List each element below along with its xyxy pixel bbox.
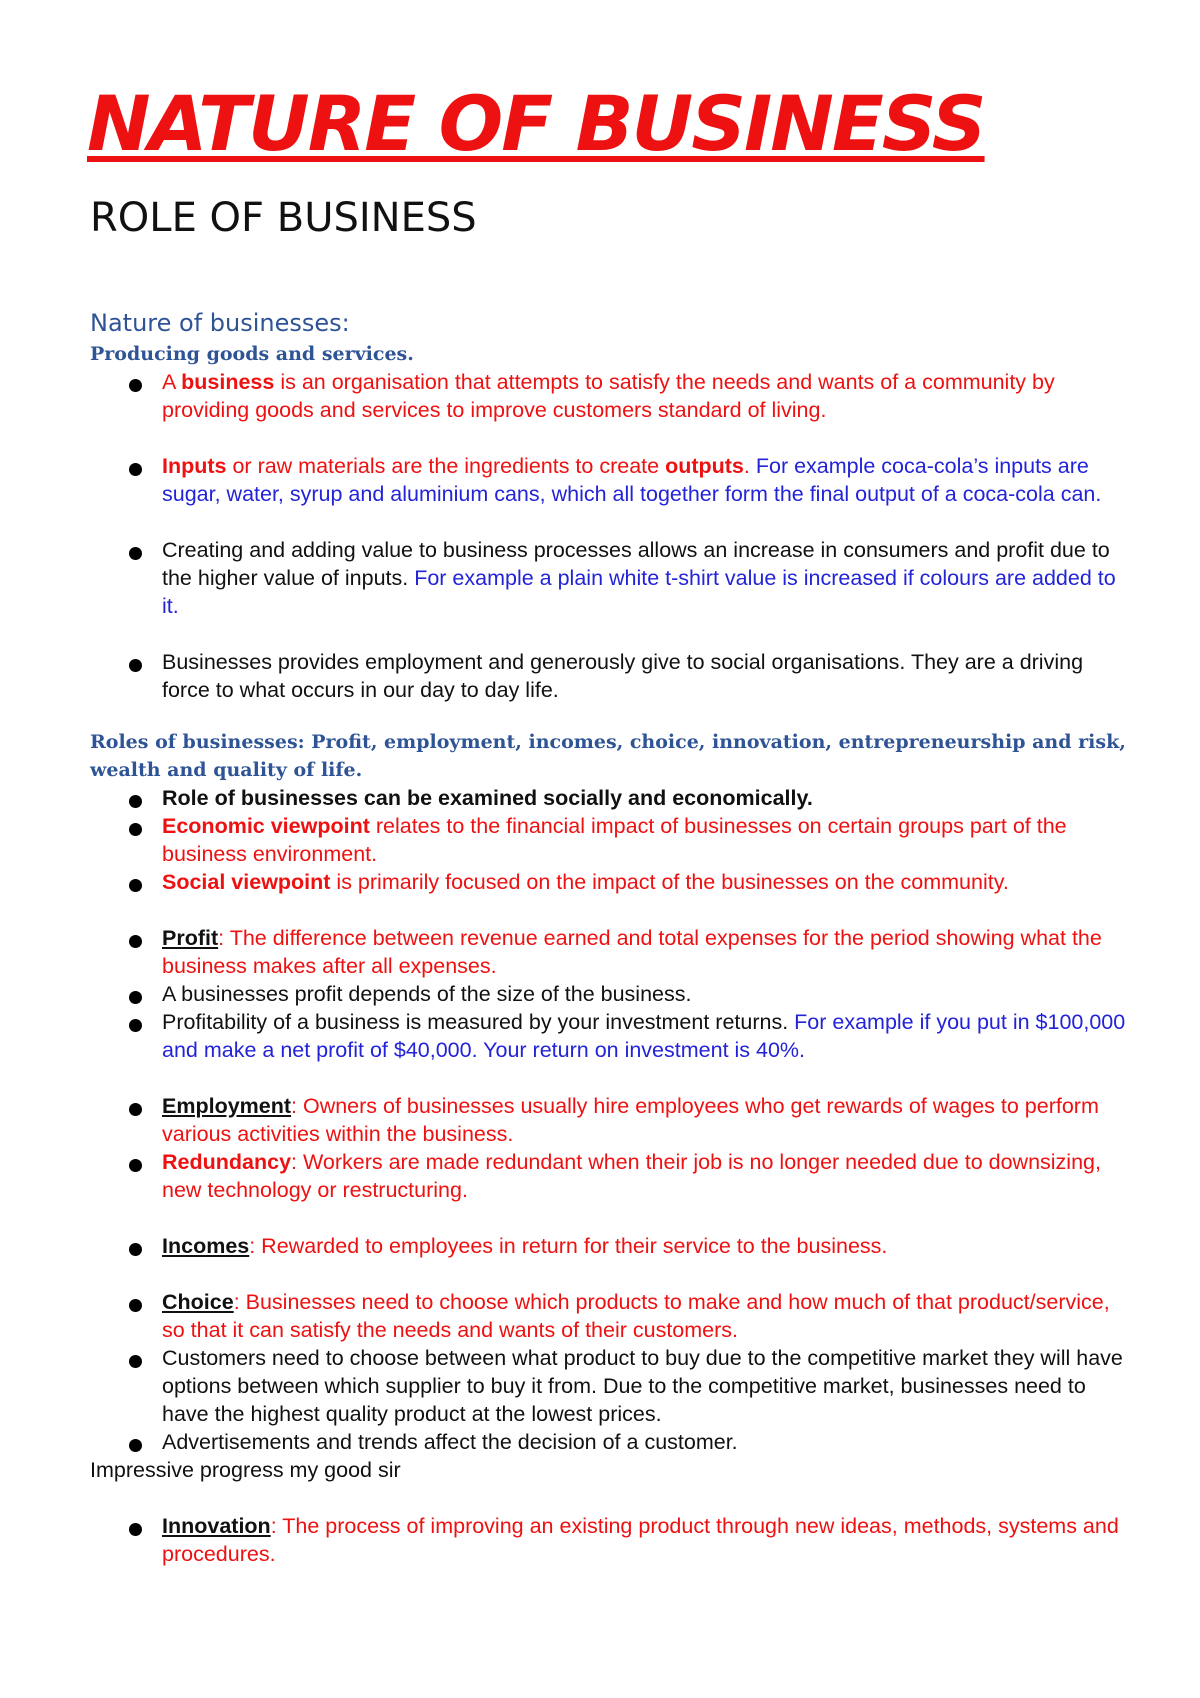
text-segment: : The difference between revenue earned and total expenses for the period showing what the business makes after all expenses.	[162, 926, 1102, 978]
bullet-social-viewpoint	[0, 868, 1130, 896]
bullet-profitability	[0, 1008, 1130, 1064]
bullet-innovation	[0, 1512, 1130, 1568]
text-segment: relates to the financial impact of businesses on certain groups part of the business environment.	[162, 814, 1067, 866]
bullet-profit-size	[0, 980, 1130, 1008]
term-social-viewpoint: Social viewpoint	[162, 870, 331, 894]
text-segment: : Owners of businesses usually hire employees who get rewards of wages to perform various activities within the business.	[162, 1094, 1099, 1146]
text-segment: Advertisements and trends affect the decision of a customer.	[162, 1430, 738, 1454]
term-profit: Profit	[162, 926, 219, 950]
bold-text: Role of businesses can be examined socially and economically.	[162, 786, 813, 810]
text-segment: is primarily focused on the impact of the businesses on the community.	[330, 870, 1009, 894]
text-segment: Customers need to choose between what product to buy due to the competitive market they will have options between which supplier to buy it from. Due to the competitive market, businesses need to have the highest quality product at the lowest prices.	[162, 1346, 1123, 1426]
note-text: Impressive progress my good sir	[90, 1458, 401, 1482]
document-title: NATURE OF BUSINESS	[87, 79, 985, 168]
term-incomes: Incomes	[162, 1234, 250, 1258]
text-segment: A	[162, 370, 182, 394]
subheading-roles: Roles of businesses: Profit, employment, incomes, choice, innovation, entrepreneurship and risk, wealth and quality of life.	[90, 731, 1126, 781]
text-segment: is an organisation that attempts to satisfy the needs and wants of a community by providing goods and services to improve customers standard of living.	[162, 370, 1055, 422]
document-body	[0, 306, 1200, 1568]
term-redundancy: Redundancy	[162, 1150, 292, 1174]
text-segment: : Rewarded to employees in return for their service to the business.	[249, 1234, 888, 1258]
bullet-employment	[0, 1092, 1130, 1148]
document-subtitle: ROLE OF BUSINESS	[90, 195, 477, 241]
nature-bullet-list	[0, 368, 1200, 704]
bullet-customer-choice	[0, 1344, 1130, 1428]
bullet-incomes	[0, 1232, 1130, 1260]
example-text: For example coca-cola’s inputs are sugar, water, syrup and aluminium cans, which all together form the final output of a coca-cola can.	[162, 454, 1102, 506]
term-inputs: Inputs	[162, 454, 227, 478]
text-segment: : The process of improving an existing product through new ideas, methods, systems and procedures.	[162, 1514, 1119, 1566]
term-innovation: Innovation	[162, 1514, 271, 1538]
innovation-bullet-list	[0, 1512, 1200, 1568]
text-segment: : Workers are made redundant when their job is no longer needed due to downsizing, new technology or restructuring.	[162, 1150, 1101, 1202]
text-segment: Creating and adding value to business processes allows an increase in consumers and profit due to the higher value of inputs.	[162, 538, 1110, 590]
bullet-advertisements	[0, 1428, 1130, 1456]
bullet-economic-viewpoint	[0, 812, 1130, 868]
subheading-producing-goods: Producing goods and services.	[90, 343, 414, 365]
example-text: For example if you put in $100,000 and make a net profit of $40,000. Your return on investment is 40%.	[162, 1010, 1126, 1062]
bullet-profit	[0, 924, 1130, 980]
bullet-employment-social	[0, 648, 1130, 704]
term-business: business	[181, 370, 275, 394]
term-choice: Choice	[162, 1290, 234, 1314]
section-heading-nature: Nature of businesses:	[90, 309, 350, 337]
term-economic-viewpoint: Economic viewpoint	[162, 814, 370, 838]
bullet-choice	[0, 1288, 1130, 1344]
bullet-redundancy	[0, 1148, 1130, 1204]
bullet-business-definition	[0, 368, 1130, 424]
example-text: For example a plain white t-shirt value is increased if colours are added to it.	[162, 566, 1116, 618]
text-segment: .	[743, 454, 750, 478]
bullet-role-examined	[0, 784, 1130, 812]
text-segment: Businesses provides employment and generously give to social organisations. They are a driving force to what occurs in our day to day life.	[162, 650, 1084, 702]
text-segment: : Businesses need to choose which products to make and how much of that product/service, so that it can satisfy the needs and wants of their customers.	[162, 1290, 1110, 1342]
roles-bullet-list	[0, 784, 1200, 1456]
bullet-adding-value	[0, 536, 1130, 620]
text-segment: A businesses profit depends of the size of the business.	[162, 982, 692, 1006]
text-segment: or raw materials are the ingredients to create	[226, 454, 666, 478]
bullet-inputs-outputs	[0, 452, 1130, 508]
term-outputs: outputs	[665, 454, 744, 478]
term-employment: Employment	[162, 1094, 292, 1118]
text-segment: Profitability of a business is measured by your investment returns.	[162, 1010, 789, 1034]
